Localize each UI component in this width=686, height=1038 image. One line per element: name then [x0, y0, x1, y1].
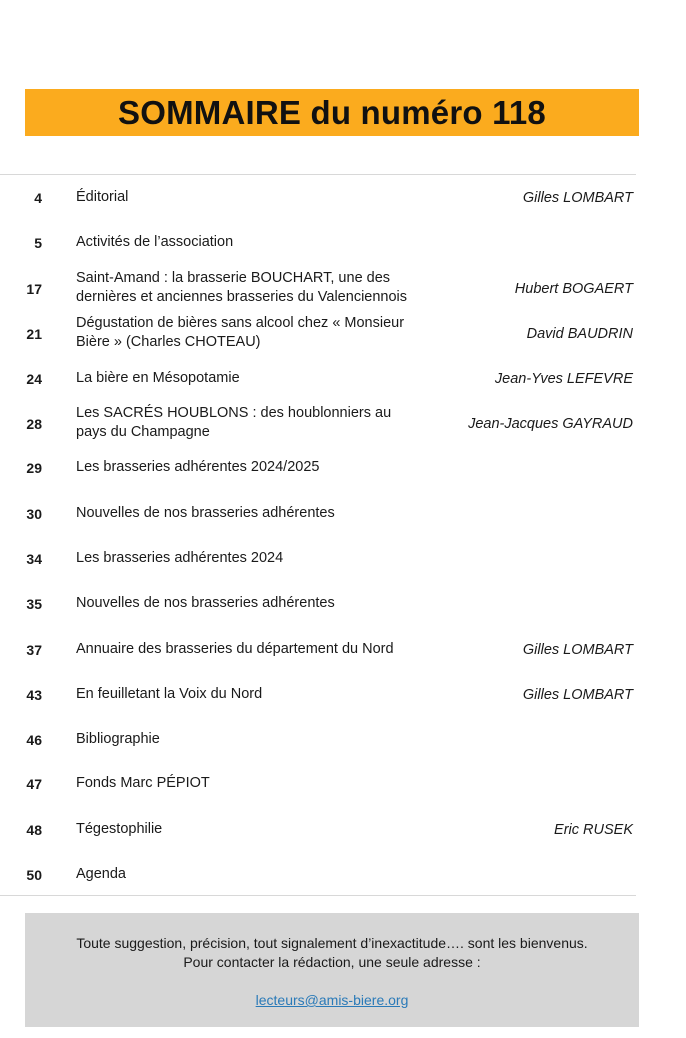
entry-title	[76, 504, 456, 523]
entry-title	[76, 549, 456, 568]
entry-author: Gilles LOMBART	[522, 642, 633, 658]
page-number: 17	[26, 281, 42, 297]
contact-line-1: Toute suggestion, précision, tout signalement d’inexactitude…. sont les bienvenus.	[76, 935, 588, 951]
toc-entry	[0, 675, 640, 715]
entry-title-line: Les brasseries adhérentes 2024	[76, 549, 284, 566]
entry-title-line: pays du Champagne	[76, 424, 210, 440]
entry-title-line: Bibliographie	[76, 730, 160, 747]
toc-entry	[0, 855, 640, 895]
page-number: 24	[26, 371, 42, 387]
toc-entry	[0, 630, 640, 670]
page-number: 47	[26, 776, 42, 792]
entry-title-line: Saint-Amand : la brasserie BOUCHART, une des	[76, 270, 391, 286]
toc-entry	[0, 223, 640, 263]
entry-title-line: Les SACRÉS HOUBLONS : des houblonniers au	[76, 405, 392, 421]
title-banner	[25, 89, 639, 136]
entry-title-line: dernières et anciennes brasseries du Valenciennois	[76, 289, 408, 305]
entry-title	[76, 730, 456, 749]
contact-line-2: Pour contacter la rédaction, une seule adresse :	[183, 954, 481, 970]
page-number: 37	[26, 642, 42, 658]
entry-title-line: Annuaire des brasseries du département du Nord	[76, 640, 394, 657]
entry-title-line: La bière en Mésopotamie	[76, 369, 240, 386]
entry-title	[76, 188, 456, 207]
entry-title	[76, 594, 456, 613]
toc-entry	[0, 448, 640, 488]
entry-author: Hubert BOGAERT	[514, 281, 633, 297]
entry-title	[76, 458, 456, 477]
bottom-divider	[0, 895, 636, 896]
page-number: 5	[34, 235, 42, 251]
entry-title-line: En feuilletant la Voix du Nord	[76, 685, 263, 702]
toc-entry	[0, 404, 640, 444]
entry-author: Gilles LOMBART	[522, 687, 633, 703]
entry-title-line: Les brasseries adhérentes 2024/2025	[76, 458, 320, 475]
page-number: 21	[26, 326, 42, 342]
toc-entry	[0, 720, 640, 760]
page-title: SOMMAIRE du numéro 118	[118, 93, 546, 131]
top-divider	[0, 174, 636, 175]
entry-title-line: Bière » (Charles CHOTEAU)	[76, 334, 261, 350]
toc-entry	[0, 764, 640, 804]
page-number: 34	[26, 551, 42, 567]
page-number: 28	[26, 416, 42, 432]
entry-title-line: Fonds Marc PÉPIOT	[76, 774, 210, 791]
page-number: 30	[26, 506, 42, 522]
entry-title-line: Tégestophilie	[76, 820, 163, 837]
entry-title-line: Dégustation de bières sans alcool chez « Monsieur	[76, 315, 405, 331]
entry-title	[76, 865, 456, 884]
toc-entry	[0, 314, 640, 354]
entry-title-line: Nouvelles de nos brasseries adhérentes	[76, 504, 335, 521]
entry-title	[76, 685, 456, 704]
entry-title	[76, 369, 456, 388]
toc-entry	[0, 494, 640, 534]
entry-title-line: Éditorial	[76, 188, 129, 205]
toc-entry	[0, 178, 640, 218]
entry-author: Eric RUSEK	[554, 822, 633, 838]
toc-entry	[0, 584, 640, 624]
page-number: 4	[34, 190, 42, 206]
page-number: 43	[26, 687, 42, 703]
entry-author: Jean-Yves LEFEVRE	[494, 371, 633, 387]
entry-title	[76, 233, 456, 252]
page-number: 46	[26, 732, 42, 748]
toc-entry	[0, 359, 640, 399]
toc-entry	[0, 269, 640, 309]
entry-title-line: Nouvelles de nos brasseries adhérentes	[76, 594, 335, 611]
entry-title-line: Activités de l’association	[76, 233, 234, 250]
page-number: 35	[26, 596, 42, 612]
entry-title	[76, 269, 456, 307]
entry-title	[76, 404, 456, 442]
entry-title	[76, 314, 456, 352]
contact-box	[25, 913, 639, 1027]
entry-author: Jean-Jacques GAYRAUD	[468, 416, 633, 432]
entry-title	[76, 774, 456, 793]
entry-author: David BAUDRIN	[526, 326, 633, 342]
page-number: 50	[26, 867, 42, 883]
email-link[interactable]: lecteurs@amis-biere.org	[255, 992, 409, 1008]
entry-author: Gilles LOMBART	[522, 190, 633, 206]
toc-entry	[0, 810, 640, 850]
page-number: 29	[26, 460, 42, 476]
entry-title	[76, 820, 456, 839]
entry-title	[76, 640, 456, 659]
page-number: 48	[26, 822, 42, 838]
entry-title-line: Agenda	[76, 865, 126, 882]
toc-entry	[0, 539, 640, 579]
